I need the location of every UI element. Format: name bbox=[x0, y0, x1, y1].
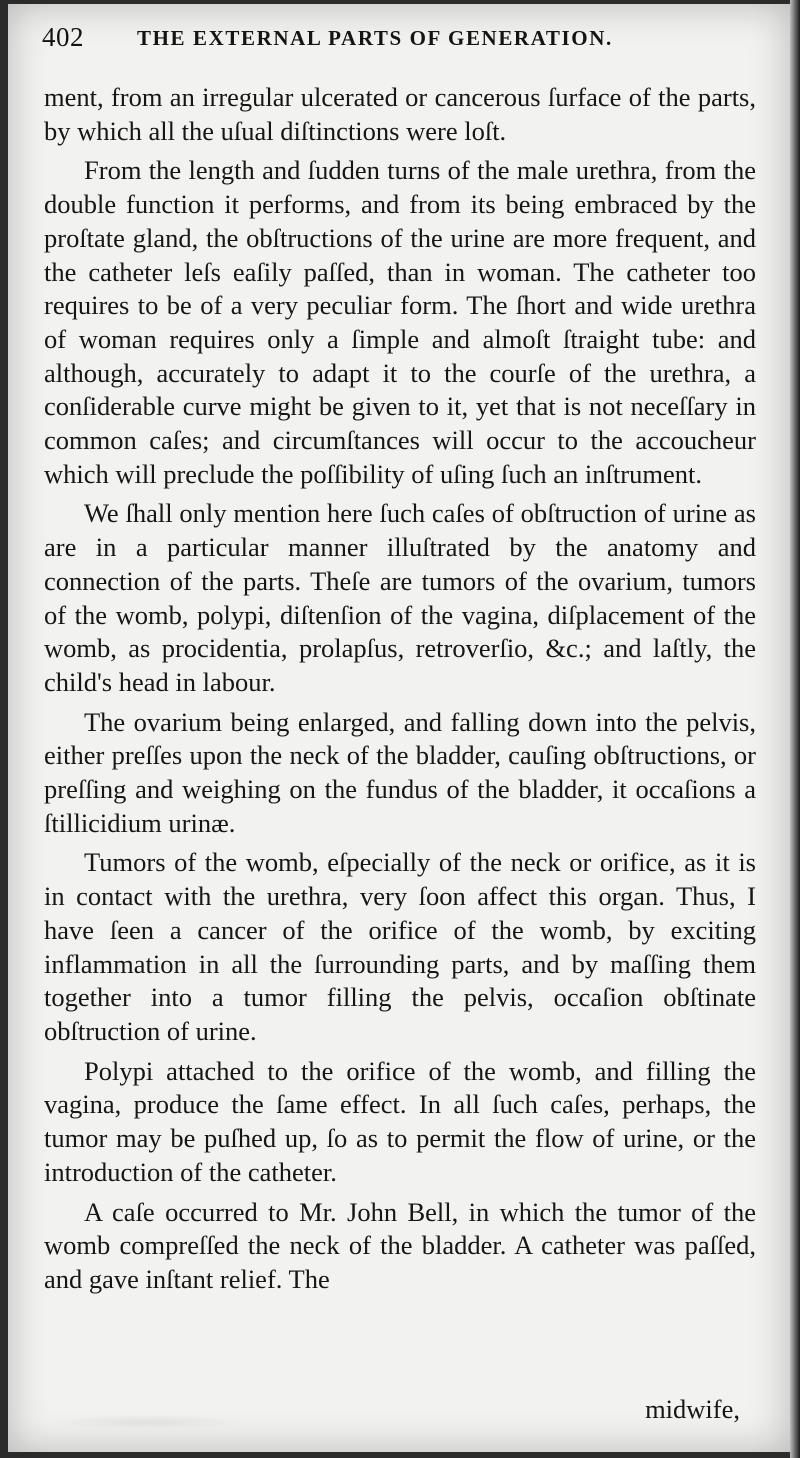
catchword: midwife, bbox=[645, 1394, 740, 1424]
book-page bbox=[8, 4, 790, 1452]
page-number: 402 bbox=[42, 22, 84, 52]
page-header bbox=[42, 20, 682, 60]
paragraph-ovarium: The ovarium being enlarged, and falling down into the pelvis, either preſſes upon the neck of the bladder, cauſing obſtructions, or preſſing and weighing on the fundus of the bladder, it occaſions a ſtillicidium urinæ. bbox=[44, 706, 756, 838]
book-gutter-edge bbox=[790, 0, 800, 1458]
paper-smudge bbox=[48, 1414, 248, 1430]
paragraph-tumors-womb: Tumors of the womb, eſpecially of the neck or orifice, as it is in contact with the urethra, very ſoon affect this organ. Thus, I have ſeen a cancer of the orifice of the womb, by exciting inflammation in all the ſurrounding parts, and by maſſing them together into a tumor filling the pelvis, occaſion obſtinate obſtruction of urine. bbox=[44, 847, 756, 1046]
paragraph-urethra: From the length and ſudden turns of the male urethra, from the double function it performs, and from its being embraced by the proſtate gland, the obſtructions of the urine are more frequent, and the catheter leſs eaſily paſſed, than in woman. The catheter too requires to be of a very peculiar form. The ſhort and wide urethra of woman requires only a ſimple and almoſt ſtraight tube: and although, accurately to adapt it to the courſe of the urethra, a conſiderable curve might be given to it, yet that is not neceſſary in common caſes; and circumſtances will occur to the accoucheur which will preclude the poſſibility of uſing ſuch an inſtrument. bbox=[44, 155, 756, 489]
paragraph-continuation: ment, from an irregular ulcerated or cancerous ſurface of the parts, by which all the uſual diſtinctions were loſt. bbox=[44, 82, 756, 146]
body-text bbox=[44, 81, 756, 1303]
paragraph-polypi: Polypi attached to the orifice of the womb, and filling the vagina, produce the ſame effect. In all ſuch caſes, perhaps, the tumor may be puſhed up, ſo as to permit the flow of urine, or the introduction of the catheter. bbox=[44, 1055, 756, 1187]
running-head: THE EXTERNAL PARTS OF GENERATION. bbox=[137, 26, 613, 50]
paragraph-obstruction-cases: We ſhall only mention here ſuch caſes of obſtruction of urine as are in a particular manner illuſtrated by the anatomy and connection of the parts. Theſe are tumors of the ovarium, tumors of the womb, polypi, diſtenſion of the vagina, diſplacement of the womb, as procidentia, prolapſus, retroverſio, &c.; and laſtly, the child's head in labour. bbox=[44, 498, 756, 697]
paragraph-john-bell-case: A caſe occurred to Mr. John Bell, in which the tumor of the womb compreſſed the neck of the bladder. A catheter was paſſed, and gave inſtant relief. The bbox=[44, 1196, 756, 1294]
